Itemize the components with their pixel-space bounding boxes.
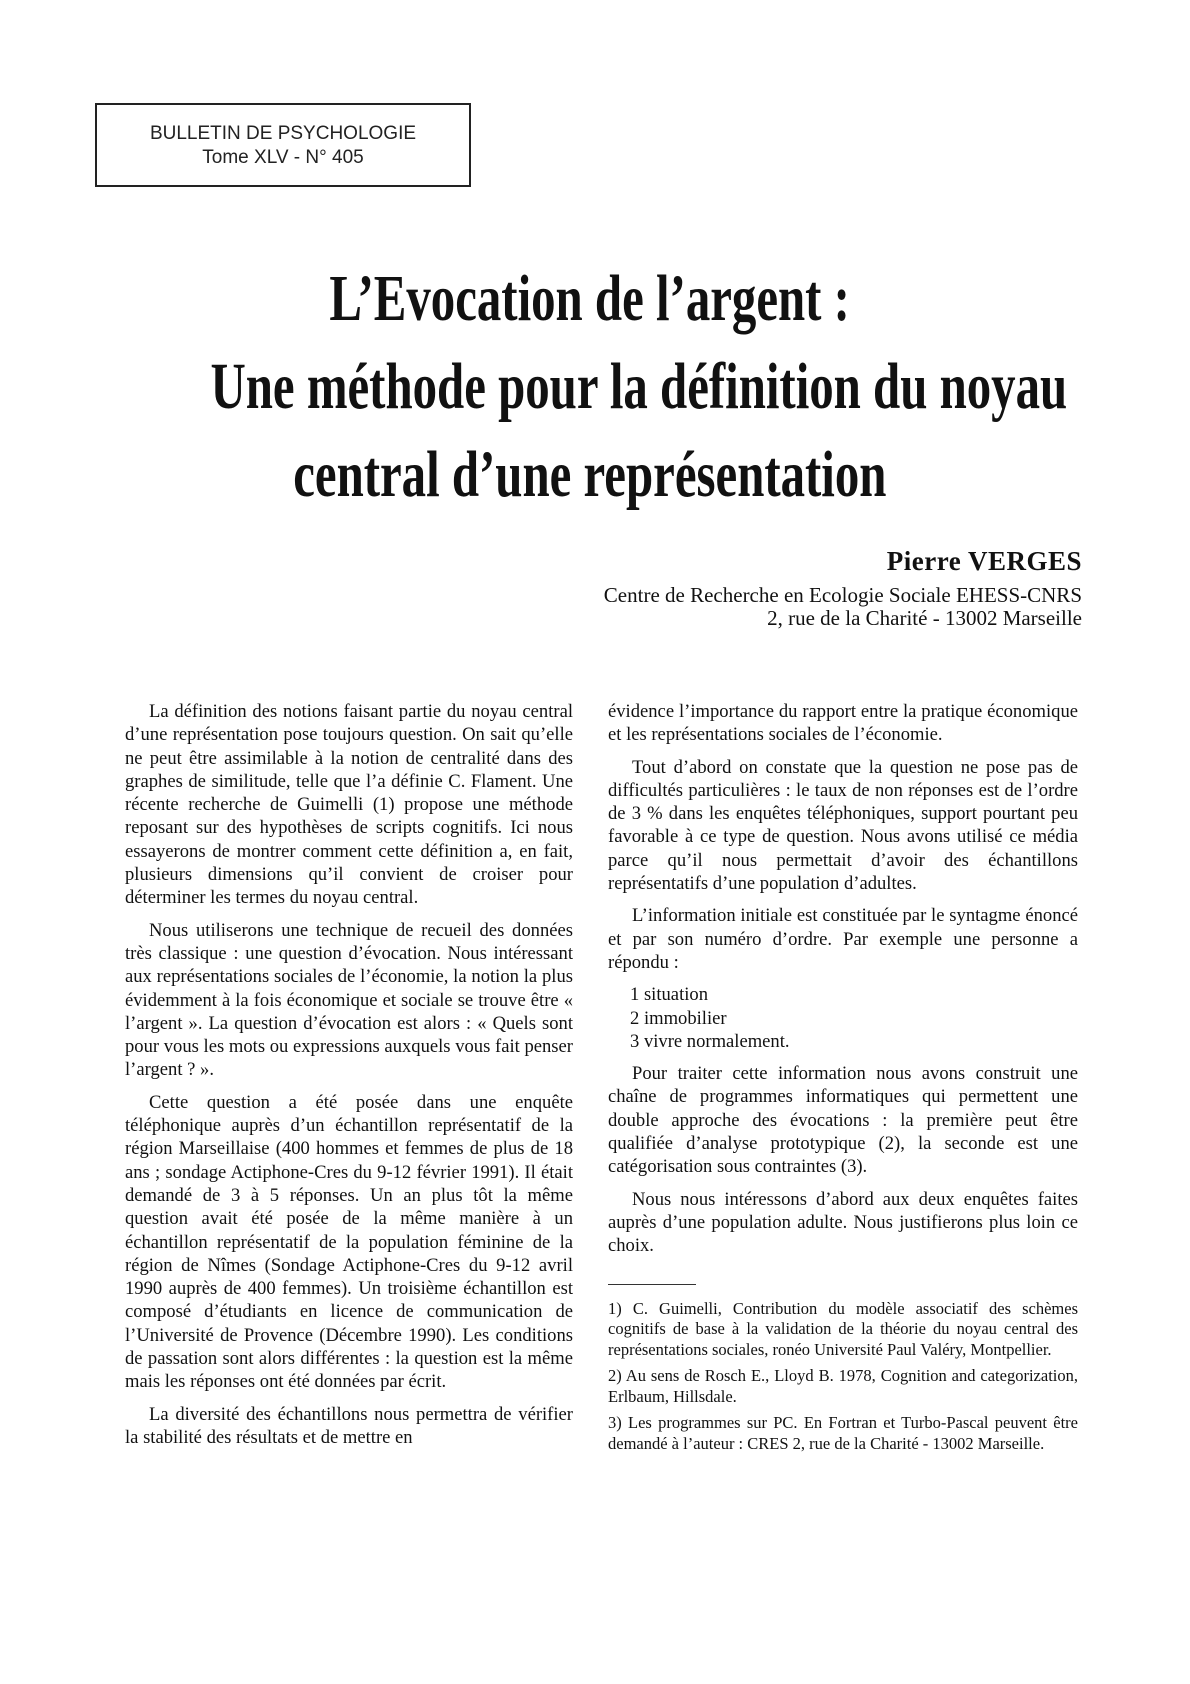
- paragraph: Nous nous intéressons d’abord aux deux enquêtes faites auprès d’une population adulte. Nous justifierons plus loin ce choix.: [608, 1188, 1078, 1257]
- article-title: [60, 255, 1120, 519]
- paragraph: Cette question a été posée dans une enquête téléphonique auprès d’un échantillon représentatif de la région Marseillaise (400 hommes et femmes de plus de 18 ans ; sondage Actiphone-Cres du 9-12 février 1991). Il était demandé de 3 à 5 réponses. Un an plus tôt la même question avait été posée de la même manière à un échantillon représentatif de la population féminine de la région de Nîmes (Sondage Actiphone-Cres du 9-12 avril 1990 auprès de 400 femmes). Un troisième échantillon est composé d’étudiants en licence de communication de l’Université de Provence (Décembre 1990). Les conditions de passation sont alors différentes : la question est la même mais les réponses ont été données par écrit.: [125, 1091, 573, 1393]
- journal-header-box: [95, 103, 471, 187]
- journal-name: BULLETIN DE PSYCHOLOGIE: [149, 123, 417, 144]
- footnote: 2) Au sens de Rosch E., Lloyd B. 1978, Cognition and categorization, Erlbaum, Hillsdale.: [608, 1366, 1078, 1406]
- journal-issue: Tome XLV - N° 405: [202, 147, 364, 168]
- title-line-1: L’Evocation de l’argent :: [329, 262, 851, 335]
- body-column-left: [125, 700, 573, 1458]
- title-line-3: central d’une représentation: [293, 438, 887, 511]
- footnote-divider: [608, 1284, 696, 1285]
- affiliation-line: Centre de Recherche en Ecologie Sociale EHESS-CNRS: [603, 583, 1082, 607]
- title-line-2: Une méthode pour la définition du noyau: [210, 350, 1068, 423]
- affiliation-line: 2, rue de la Charité - 13002 Marseille: [767, 606, 1082, 630]
- paragraph: Pour traiter cette information nous avons construit une chaîne de programmes informatiques qui permettent une double approche des évocations : la première peut être qualifiée d’analyse prototypique (2), la seconde est une catégorisation sous contraintes (3).: [608, 1063, 1078, 1178]
- example-list: [608, 983, 1078, 1053]
- paragraph: L’information initiale est constituée par le syntagme énoncé et par son numéro d’ordre. Par exemple une personne a répondu :: [608, 905, 1078, 973]
- list-item: 3 vivre normalement.: [630, 1030, 790, 1052]
- footnote: 1) C. Guimelli, Contribution du modèle associatif des schèmes cognitifs de base à la validation de la théorie du noyau central des représentations sociales, ronéo Université Paul Valéry, Montpellier.: [608, 1298, 1078, 1359]
- author-name: Pierre VERGES: [886, 546, 1082, 576]
- body-column-right: [608, 700, 1078, 1460]
- paragraph-continuation: évidence l’importance du rapport entre la pratique économique et les représentations sociales de l’économie.: [608, 701, 1078, 746]
- footnote: 3) Les programmes sur PC. En Fortran et Turbo-Pascal peuvent être demandé à l’auteur : CRES 2, rue de la Charité - 13002 Marseille.: [608, 1413, 1078, 1453]
- paragraph: La diversité des échantillons nous permettra de vérifier la stabilité des résultats et de mettre en: [125, 1403, 573, 1448]
- paragraph: Nous utiliserons une technique de recueil des données très classique : une question d’évocation. Nous intéressant aux représentations sociales de l’économie, la notion la plus évidemment à la fois économique et sociale se trouve être « l’argent ». La question d’évocation est alors : « Quels sont pour vous les mots ou expressions auxquels vous fait penser l’argent ? ».: [125, 919, 573, 1081]
- author-affiliation: [604, 584, 1082, 630]
- list-item: 2 immobilier: [630, 1007, 727, 1029]
- list-item: 1 situation: [630, 984, 708, 1006]
- paragraph: Tout d’abord on constate que la question ne pose pas de difficultés particulières : le taux de non réponses est de l’ordre de 3 % dans les enquêtes téléphoniques, support pourtant peu favorable à ce type de question. Nous avons utilisé ce média parce qu’il nous permettait d’avoir des échantillons représentatifs d’une population d’adultes.: [608, 756, 1078, 895]
- paragraph: La définition des notions faisant partie du noyau central d’une représentation pose toujours question. On sait qu’elle ne peut être assimilable à la notion de centralité dans des graphes de similitude, telle que l’a définie C. Flament. Une récente recherche de Guimelli (1) propose une méthode reposant sur des hypothèses de scripts cognitifs. Ici nous essayerons de montrer comment cette définition a, en fait, plusieurs dimensions qu’il convient de croiser pour déterminer les termes du noyau central.: [125, 701, 573, 909]
